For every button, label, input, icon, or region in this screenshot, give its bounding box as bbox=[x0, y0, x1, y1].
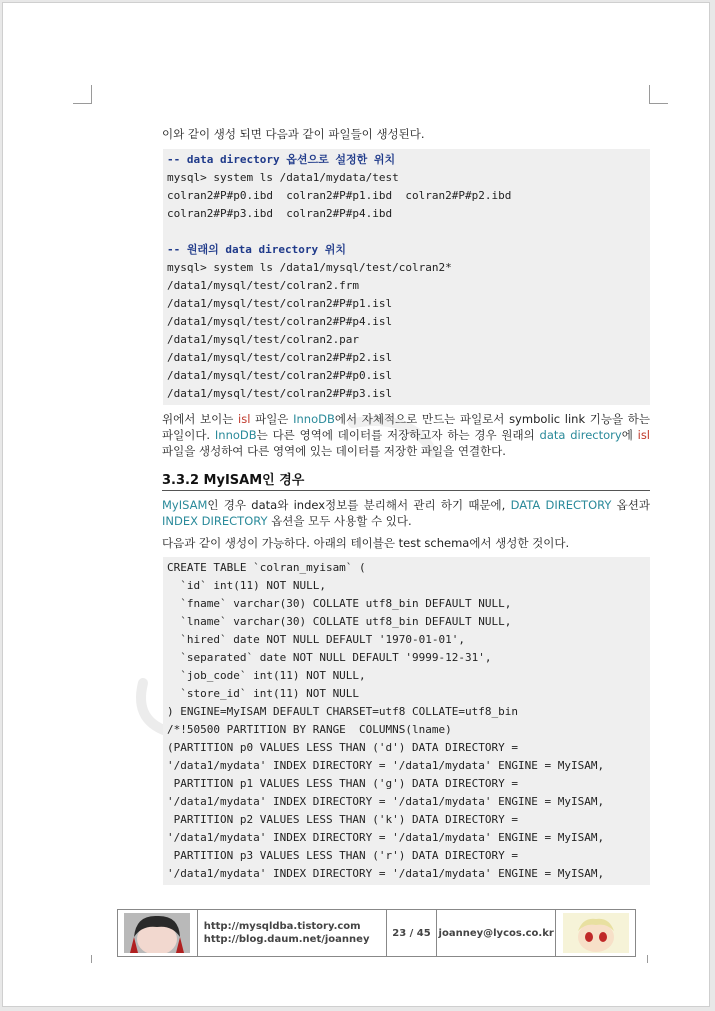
code-line: /data1/mysql/test/colran2#P#p0.isl bbox=[167, 369, 393, 382]
isl-text: isl bbox=[637, 428, 651, 442]
avatar-dark-hair-icon bbox=[124, 913, 190, 953]
code-line: ) ENGINE=MyISAM DEFAULT CHARSET=utf8 COLLATE=utf8_bin bbox=[167, 705, 518, 718]
code-line: '/data1/mydata' INDEX DIRECTORY = '/data1/mydata' ENGINE = MyISAM, bbox=[167, 867, 605, 880]
footer-urls bbox=[198, 910, 387, 956]
code-line: '/data1/mydata' INDEX DIRECTORY = '/data1/mydata' ENGINE = MyISAM, bbox=[167, 831, 605, 844]
section-heading: 3.3.2 MyISAM인 경우 bbox=[162, 469, 650, 491]
footer-url-tistory[interactable]: http://mysqldba.tistory.com bbox=[203, 921, 361, 932]
paragraph-text: 에 bbox=[621, 428, 638, 442]
crop-mark-bottom-left bbox=[91, 955, 93, 963]
code-line: mysql> system ls /data1/mysql/test/colran2* bbox=[167, 261, 452, 274]
paragraph-text: 파일은 bbox=[250, 412, 294, 426]
code-line: colran2#P#p3.ibd colran2#P#p4.ibd bbox=[167, 207, 393, 220]
code-line: `job_code` int(11) NOT NULL, bbox=[167, 669, 366, 682]
code-line: `separated` date NOT NULL DEFAULT '9999-12-31', bbox=[167, 651, 492, 664]
avatar-cartoon-face-icon bbox=[563, 913, 629, 953]
paragraph-text: 인 경우 data와 index정보를 분리해서 관리 하기 때문에, bbox=[207, 498, 511, 512]
keyword-text: MyISAM bbox=[162, 498, 208, 512]
code-line: `store_id` int(11) NOT NULL bbox=[167, 687, 360, 700]
paragraph-myisam-options bbox=[162, 497, 650, 529]
footer-page-number: 23 / 45 bbox=[387, 910, 437, 956]
code-block-create-table bbox=[163, 557, 650, 885]
footer-avatar-left bbox=[118, 910, 198, 956]
code-line: PARTITION p3 VALUES LESS THAN ('r') DATA DIRECTORY = bbox=[167, 849, 518, 862]
code-line: (PARTITION p0 VALUES LESS THAN ('d') DATA DIRECTORY = bbox=[167, 741, 518, 754]
paragraph-isl-explanation bbox=[162, 411, 650, 459]
code-block-ls-output bbox=[163, 149, 650, 405]
code-line: /data1/mysql/test/colran2#P#p3.isl bbox=[167, 387, 393, 400]
code-line: /data1/mysql/test/colran2.frm bbox=[167, 279, 360, 292]
intro-text: 이와 같이 생성 되면 다음과 같이 파일들이 생성된다. bbox=[162, 127, 425, 141]
code-line: PARTITION p2 VALUES LESS THAN ('k') DATA DIRECTORY = bbox=[167, 813, 518, 826]
code-line: `hired` date NOT NULL DEFAULT '1970-01-01', bbox=[167, 633, 466, 646]
code-line: '/data1/mydata' INDEX DIRECTORY = '/data1/mydata' ENGINE = MyISAM, bbox=[167, 795, 605, 808]
footer-avatar-right bbox=[556, 910, 635, 956]
keyword-text: InnoDB bbox=[214, 428, 257, 442]
paragraph-create-intro: 다음과 같이 생성이 가능하다. 아래의 테이블은 test schema에서 생성한 것이다. bbox=[162, 536, 570, 550]
paragraph-text: 파일을 생성하여 다른 영역에 있는 데이터를 저장한 파일을 연결한다. bbox=[162, 444, 506, 458]
code-line: /data1/mysql/test/colran2.par bbox=[167, 333, 360, 346]
document-page bbox=[2, 2, 710, 1007]
paragraph-text: 는 다른 영역에 데이터를 저장하고자 하는 경우 원래의 bbox=[256, 428, 540, 442]
code-line: '/data1/mydata' INDEX DIRECTORY = '/data1/mydata' ENGINE = MyISAM, bbox=[167, 759, 605, 772]
code-line: `fname` varchar(30) COLLATE utf8_bin DEFAULT NULL, bbox=[167, 597, 512, 610]
code-line: /data1/mysql/test/colran2#P#p1.isl bbox=[167, 297, 393, 310]
crop-mark-top-right bbox=[649, 85, 668, 104]
crop-mark-top-left bbox=[73, 85, 92, 104]
code-line: PARTITION p1 VALUES LESS THAN ('g') DATA DIRECTORY = bbox=[167, 777, 518, 790]
isl-text: isl bbox=[238, 412, 251, 426]
code-comment-line: -- 원래의 data directory 위치 bbox=[167, 243, 346, 256]
code-line: `id` int(11) NOT NULL, bbox=[167, 579, 326, 592]
code-line: `lname` varchar(30) COLLATE utf8_bin DEFAULT NULL, bbox=[167, 615, 512, 628]
code-line: CREATE TABLE `colran_myisam` ( bbox=[167, 561, 366, 574]
footer-email[interactable]: joanney@lycos.co.kr bbox=[437, 910, 556, 956]
paragraph-text: 옵션과 bbox=[611, 498, 651, 512]
code-line bbox=[167, 223, 646, 241]
footer-url-daum[interactable]: http://blog.daum.net/joanney bbox=[203, 934, 370, 945]
code-line: mysql> system ls /data1/mydata/test bbox=[167, 171, 399, 184]
code-line: /data1/mysql/test/colran2#P#p2.isl bbox=[167, 351, 393, 364]
page-footer bbox=[117, 909, 636, 957]
keyword-text: InnoDB bbox=[293, 412, 335, 426]
keyword-text: DATA DIRECTORY bbox=[510, 498, 612, 512]
code-line: /data1/mysql/test/colran2#P#p4.isl bbox=[167, 315, 393, 328]
crop-mark-bottom-right bbox=[647, 955, 649, 963]
paragraph-text: 옵션을 모두 사용할 수 있다. bbox=[267, 514, 412, 528]
code-line: /*!50500 PARTITION BY RANGE COLUMNS(lname) bbox=[167, 723, 452, 736]
content-area bbox=[160, 121, 650, 885]
paragraph-text: 위에서 보이는 bbox=[162, 412, 239, 426]
code-line: colran2#P#p0.ibd colran2#P#p1.ibd colran2#P#p2.ibd bbox=[167, 189, 512, 202]
keyword-text: INDEX DIRECTORY bbox=[162, 514, 268, 528]
keyword-text: data directory bbox=[539, 428, 622, 442]
paragraph-text: 에서 자체적으로 만드는 파일로서 symbolic link 기능을 하는 파일이다. bbox=[162, 412, 651, 442]
code-comment-line: -- data directory 옵션으로 설정한 위치 bbox=[167, 153, 396, 166]
